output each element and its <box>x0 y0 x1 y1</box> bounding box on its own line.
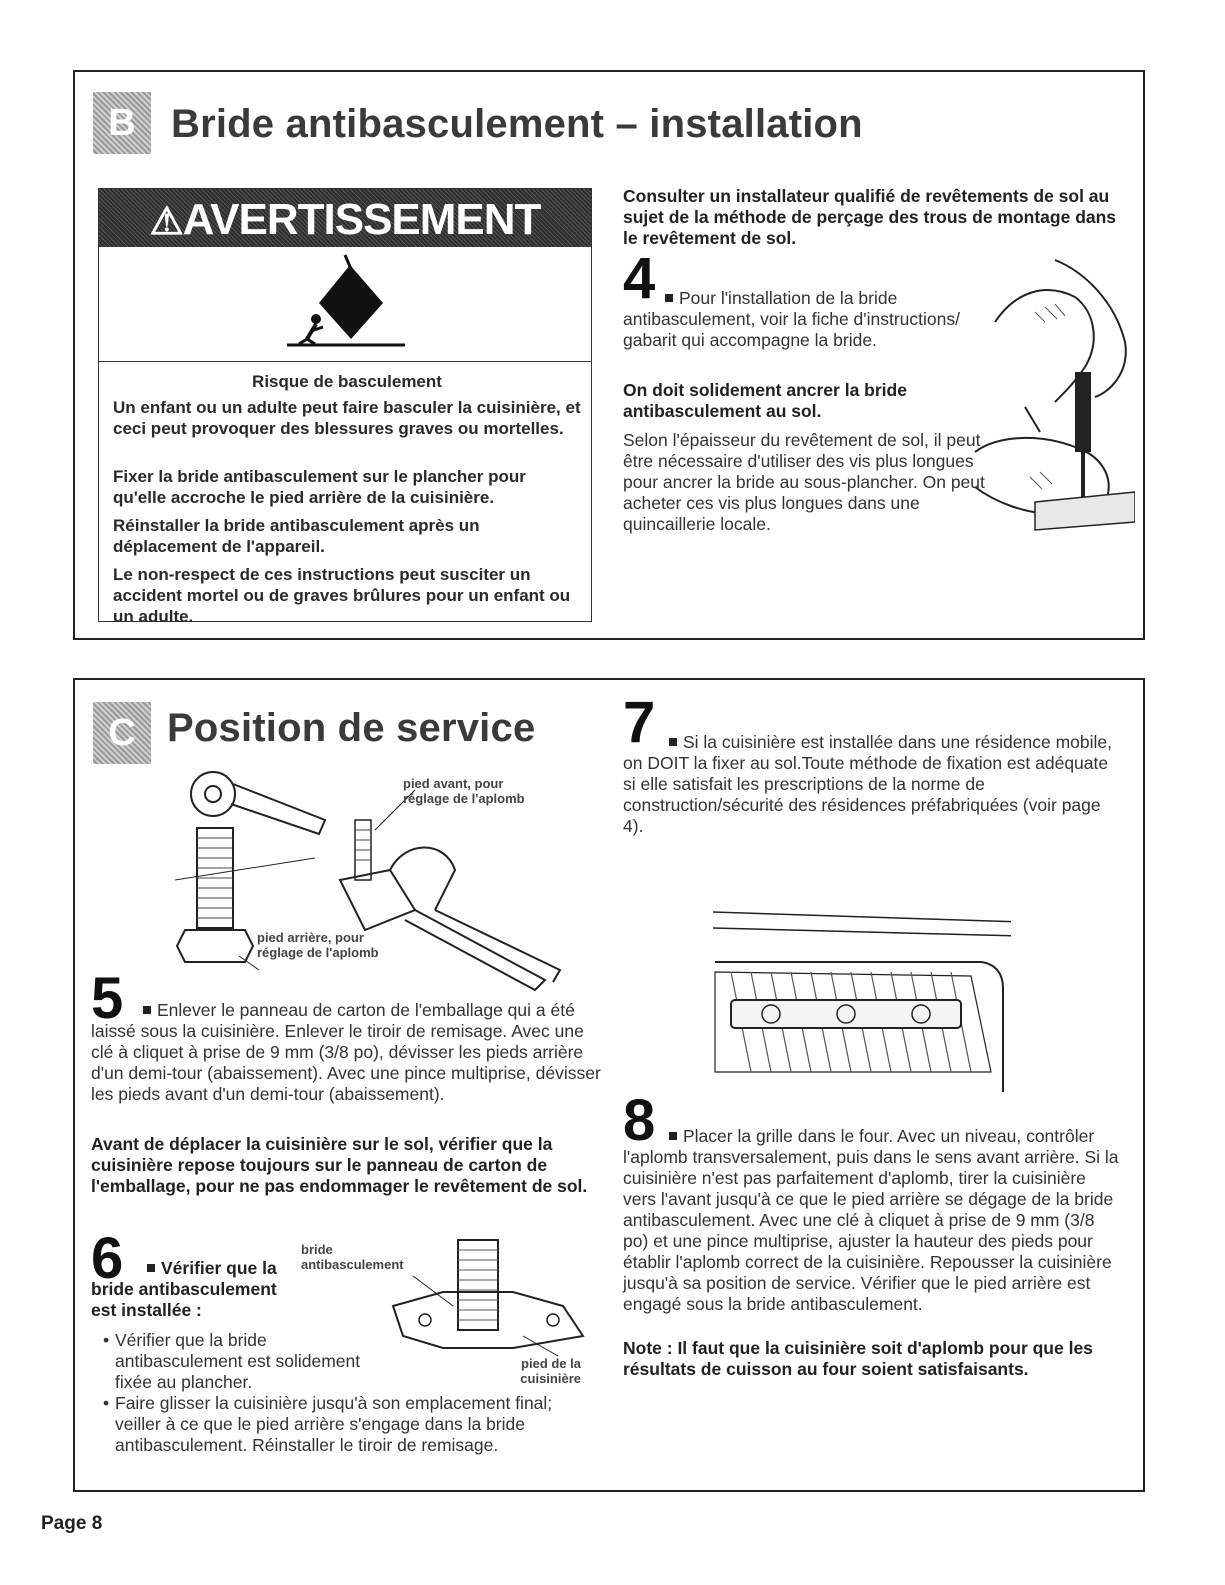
step6-lead-text: Vérifier que la bride antibasculement est installée : <box>91 1258 277 1320</box>
section-badge-c <box>93 702 151 764</box>
bullet-text: Vérifier que la bride antibasculement est solidement fixée au plancher. <box>115 1330 361 1392</box>
risk-heading: Risque de basculement <box>252 372 442 391</box>
section-b <box>73 70 1145 640</box>
rear-foot-label: pied arrière, pour réglage de l'aplomb <box>257 930 379 960</box>
step6-bullet <box>103 1393 555 1456</box>
step5-bold: Avant de déplacer la cuisinière sur le sol, vérifier que la cuisinière repose toujours sur le panneau de carton de l'emballage, pour ne pas endommager le revêtement de sol. <box>91 1134 588 1196</box>
consult-note: Consulter un installateur qualifié de revêtements de sol au sujet de la méthode de perçage des trous de montage dans le revêtement de sol. <box>623 186 1117 248</box>
front-foot-label: pied avant, pour réglage de l'aplomb <box>403 776 525 806</box>
warning-paragraph: Réinstaller la bride antibasculement après un déplacement de l'appareil. <box>113 516 480 556</box>
badge-letter: B <box>108 102 136 144</box>
bullet-text: Faire glisser la cuisinière jusqu'à son emplacement final; veiller à ce que le pied arrière s'engage dans la bride antibasculement. Réinstaller le tiroir de remisage. <box>115 1393 553 1455</box>
warning-paragraph: Fixer la bride antibasculement sur le plancher pour qu'elle accroche le pied arrière de la cuisinière. <box>113 467 526 507</box>
step-number-5: 5 <box>91 966 124 1031</box>
screwdriver-hand-illustration <box>935 252 1135 532</box>
step8-body: Placer la grille dans le four. Avec un niveau, contrôler l'aplomb transversalement, puis dans le sens avant arrière. Si la cuisinière n'est pas parfaitement d'aplomb, tirer la cuisinière vers l'avant jusqu'à ce que le pied arrière se dégage de la bride antibasculement. Avec une clé à cliquet à prise de 9 mm (3/8 po) et une pince multiprise, ajuster la hauteur des pieds pour établir l'aplomb correct de la cuisinière. Repousser la cuisinière jusqu'à sa position de service. Vérifier que le pied arrière est engagé sous la bride antibasculement. <box>623 1126 1119 1314</box>
step-number-4: 4 <box>623 246 656 311</box>
section-b-title: Bride antibasculement – installation <box>171 102 863 146</box>
range-foot-label: pied de la cuisinière <box>520 1356 581 1386</box>
step6-bullet <box>103 1330 375 1393</box>
anti-tip-bracket-illustration <box>383 1236 593 1376</box>
step4-bold: On doit solidement ancrer la bride antibasculement au sol. <box>623 380 907 421</box>
warning-divider <box>99 361 591 362</box>
section-c-title: Position de service <box>167 706 536 750</box>
bullet-square-icon <box>143 1006 151 1014</box>
warning-paragraph: Le non-respect de ces instructions peut susciter un accident mortel ou de graves brûlures pour un enfant ou un adulte. <box>113 565 571 626</box>
step7-body: Si la cuisinière est installée dans une résidence mobile, on DOIT la fixer au sol.Toute méthode de fixation est adéquate si elle satisfait les prescriptions de la norme de construction/sécurité des résidences préfabriquées (voir page 4). <box>623 732 1112 836</box>
bullet-dot-icon: • <box>103 1393 110 1413</box>
badge-letter: C <box>108 712 136 754</box>
step8-note: Note : Il faut que la cuisinière soit d'aplomb pour que les résultats de cuisson au four soient satisfaisants. <box>623 1338 1093 1379</box>
bracket-label: bride antibasculement <box>301 1242 404 1272</box>
step5-text <box>91 1000 601 1105</box>
section-c <box>73 678 1145 1492</box>
bullet-square-icon <box>147 1264 155 1272</box>
warning-header <box>99 189 591 247</box>
step7-text <box>623 732 1123 837</box>
page-number: Page 8 <box>41 1513 103 1534</box>
step5-body: Enlever le panneau de carton de l'emballage qui a été laissé sous la cuisinière. Enlever le tiroir de remisage. Avec une clé à cliquet à prise de 9 mm (3/8 po), dévisser les pieds arrière d'un demi-tour (abaissement). Avec une pince multiprise, dévisser les pieds avant d'un demi-tour (abaissement). <box>91 1000 601 1104</box>
step8-text <box>623 1126 1123 1315</box>
section-badge-b <box>93 92 151 154</box>
warning-triangle-icon: ⚠ <box>149 201 183 243</box>
warning-paragraph: Un enfant ou un adulte peut faire basculer la cuisinière, et ceci peut provoquer des blessures graves ou mortelles. <box>113 398 581 438</box>
oven-rack-level-illustration <box>711 902 1011 1092</box>
bullet-square-icon <box>669 738 677 746</box>
bullet-square-icon <box>669 1132 677 1140</box>
bullet-dot-icon: • <box>103 1330 110 1350</box>
step4-text <box>623 288 983 351</box>
tip-over-icon <box>275 253 415 353</box>
bullet-square-icon <box>665 294 673 302</box>
step-number-7: 7 <box>623 690 656 755</box>
warning-title: AVERTISSEMENT <box>182 195 541 244</box>
step-number-8: 8 <box>623 1088 656 1153</box>
step-number-6: 6 <box>91 1226 124 1291</box>
warning-box <box>98 188 592 626</box>
step6-lead <box>91 1258 291 1321</box>
warning-title-wrap <box>99 195 591 245</box>
step4-body: Pour l'installation de la bride antibasculement, voir la fiche d'instructions/ gabarit qui accompagne la bride. <box>623 288 960 350</box>
step4-text2: Selon l'épaisseur du revêtement de sol, il peut être nécessaire d'utiliser des vis plus longues pour ancrer la bride au sous-plancher. On peut acheter ces vis plus longues dans une quincaillerie locale. <box>623 430 985 534</box>
